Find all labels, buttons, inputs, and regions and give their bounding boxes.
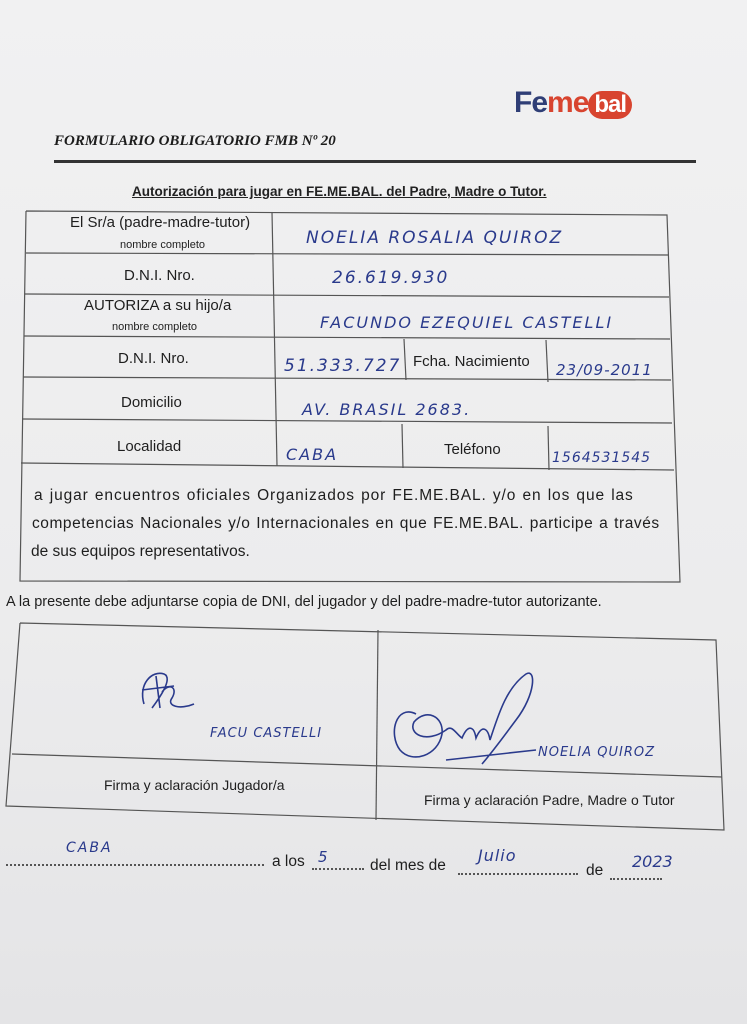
de-text: de: [586, 862, 604, 879]
birth-date-value: 23/09-2011: [556, 361, 653, 379]
femebal-logo: Feme bal: [514, 86, 632, 120]
localidad-label: Localidad: [117, 438, 182, 455]
a-los-text: a los: [272, 853, 305, 870]
player-signature-mark: [134, 664, 204, 716]
dni-copy-notice: A la presente debe adjuntarse copia de DNI, del jugador y del padre-madre-tutor autorizante.: [6, 594, 602, 610]
authorization-text-line-3: de sus equipos representativos.: [31, 543, 250, 560]
birth-date-label: Fcha. Nacimiento: [413, 353, 530, 370]
tutor-signature-label: Firma y aclaración Padre, Madre o Tutor: [424, 792, 675, 808]
localidad-value: CABA: [286, 445, 339, 464]
tutor-signature-mark: [386, 664, 546, 774]
tutor-label: El Sr/a (padre-madre-tutor): [70, 214, 251, 231]
dni-label: D.N.I. Nro.: [124, 267, 195, 284]
telefono-label: Teléfono: [444, 441, 501, 458]
month-value: Julio: [478, 846, 517, 865]
del-mes-de-text: del mes de: [370, 857, 446, 874]
autoriza-sublabel: nombre completo: [112, 321, 197, 333]
domicilio-value: AV. BRASIL 2683.: [302, 400, 472, 419]
tutor-printed-name: NOELIA QUIROZ: [538, 745, 656, 760]
player-signature-label: Firma y aclaración Jugador/a: [104, 777, 285, 793]
authorization-text-line-1: a jugar encuentros oficiales Organizados por FE.ME.BAL. y/o en los que las: [34, 487, 634, 504]
authorization-text-line-2: competencias Nacionales y/o Internacionales en que FE.ME.BAL. participe a través: [32, 515, 660, 532]
tutor-name-value: NOELIA ROSALIA QUIROZ: [306, 228, 564, 248]
year-dotted-line: [610, 878, 662, 880]
player-printed-name: FACU CASTELLI: [210, 726, 323, 741]
year-value: 2023: [632, 852, 673, 871]
month-dotted-line: [458, 873, 578, 875]
day-dotted-line: [312, 868, 364, 870]
place-dotted-line: [6, 864, 264, 866]
place-value: CABA: [66, 840, 113, 856]
child-dni-value: 51.333.727: [284, 356, 402, 376]
telefono-value: 1564531545: [552, 450, 652, 466]
domicilio-label: Domicilio: [121, 394, 182, 411]
form-title: FORMULARIO OBLIGATORIO FMB Nº 20: [54, 133, 336, 149]
child-dni-label: D.N.I. Nro.: [118, 350, 189, 367]
tutor-sublabel: nombre completo: [120, 239, 205, 251]
dni-value: 26.619.930: [332, 268, 450, 288]
child-name-value: FACUNDO EZEQUIEL CASTELLI: [320, 313, 614, 332]
autoriza-label: AUTORIZA a su hijo/a: [84, 297, 232, 314]
day-value: 5: [318, 848, 330, 866]
form-subtitle: Autorización para jugar en FE.ME.BAL. del Padre, Madre o Tutor.: [132, 184, 547, 199]
